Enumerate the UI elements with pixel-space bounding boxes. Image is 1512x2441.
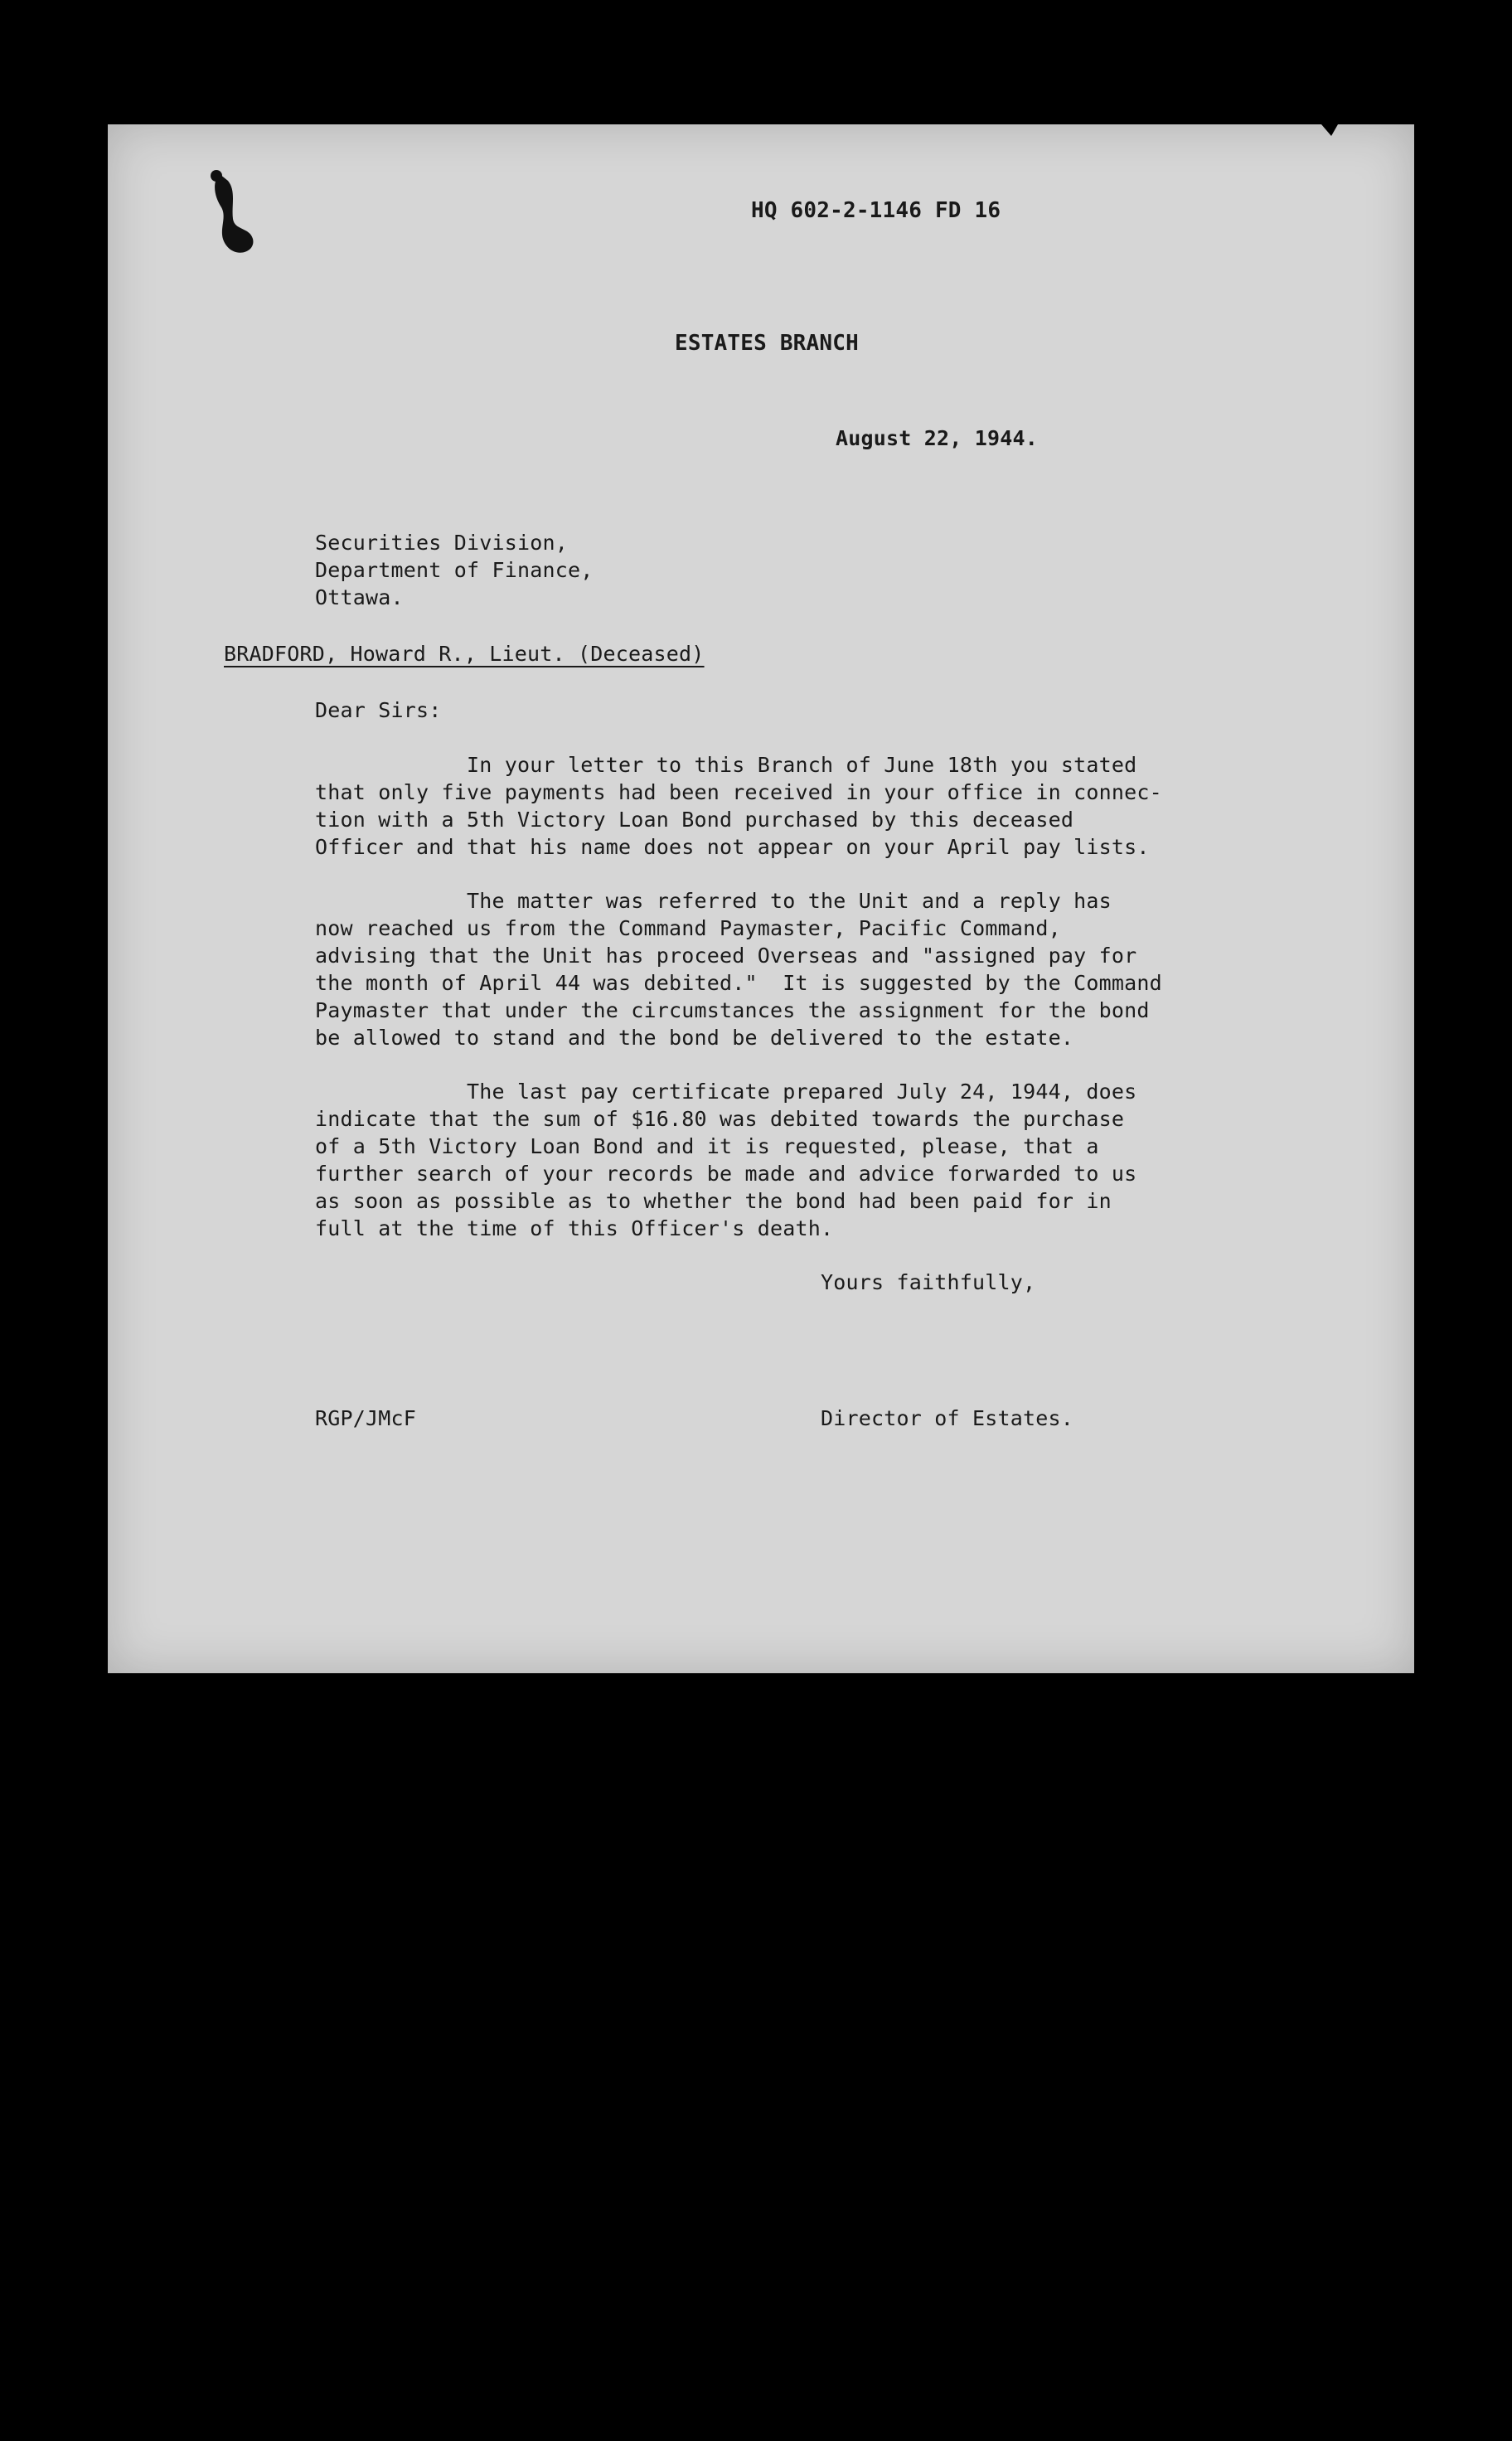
ink-blot-mark (187, 166, 261, 265)
file-reference: HQ 602-2-1146 FD 16 (751, 198, 1001, 223)
address-line: Ottawa. (315, 585, 404, 609)
recipient-address (315, 529, 594, 611)
body-paragraph: In your letter to this Branch of June 18th you stated that only five payments had been received in your office in connec- tion with a 5th Victory Loan Bond purchased by this deceased Officer and that his name does not appear on your April pay lists. (315, 753, 1162, 859)
subject-line: BRADFORD, Howard R., Lieut. (Deceased) (224, 642, 705, 666)
closing: Yours faithfully, (821, 1270, 1036, 1294)
address-line: Department of Finance, (315, 558, 594, 582)
body-paragraph: The last pay certificate prepared July 24, 1944, does indicate that the sum of $16.80 was debited towards the purchase of a 5th Victory Loan Bond and it is requested, please, that a further search of your records be made and advice forwarded to us as soon as possible as to whether the bond had been paid for in full at the time of this Officer's death. (315, 1080, 1137, 1240)
paper-corner-mark (1321, 124, 1338, 138)
signature-title: Director of Estates. (821, 1406, 1074, 1430)
typist-initials: RGP/JMcF (315, 1406, 417, 1430)
letter-date: August 22, 1944. (836, 426, 1039, 450)
body-paragraph: The matter was referred to the Unit and a reply has now reached us from the Command Paymaster, Pacific Command, advising that the Unit has proceed Overseas and "assigned pay for the month of April 44 was debited." It is suggested by the Command Paymaster that under the circumstances the assignment for the bond be allowed to stand and the bond be delivered to the estate. (315, 889, 1162, 1050)
address-line: Securities Division, (315, 531, 569, 555)
branch-heading: ESTATES BRANCH (675, 331, 859, 356)
letter-page (108, 124, 1414, 1673)
salutation: Dear Sirs: (315, 698, 442, 722)
